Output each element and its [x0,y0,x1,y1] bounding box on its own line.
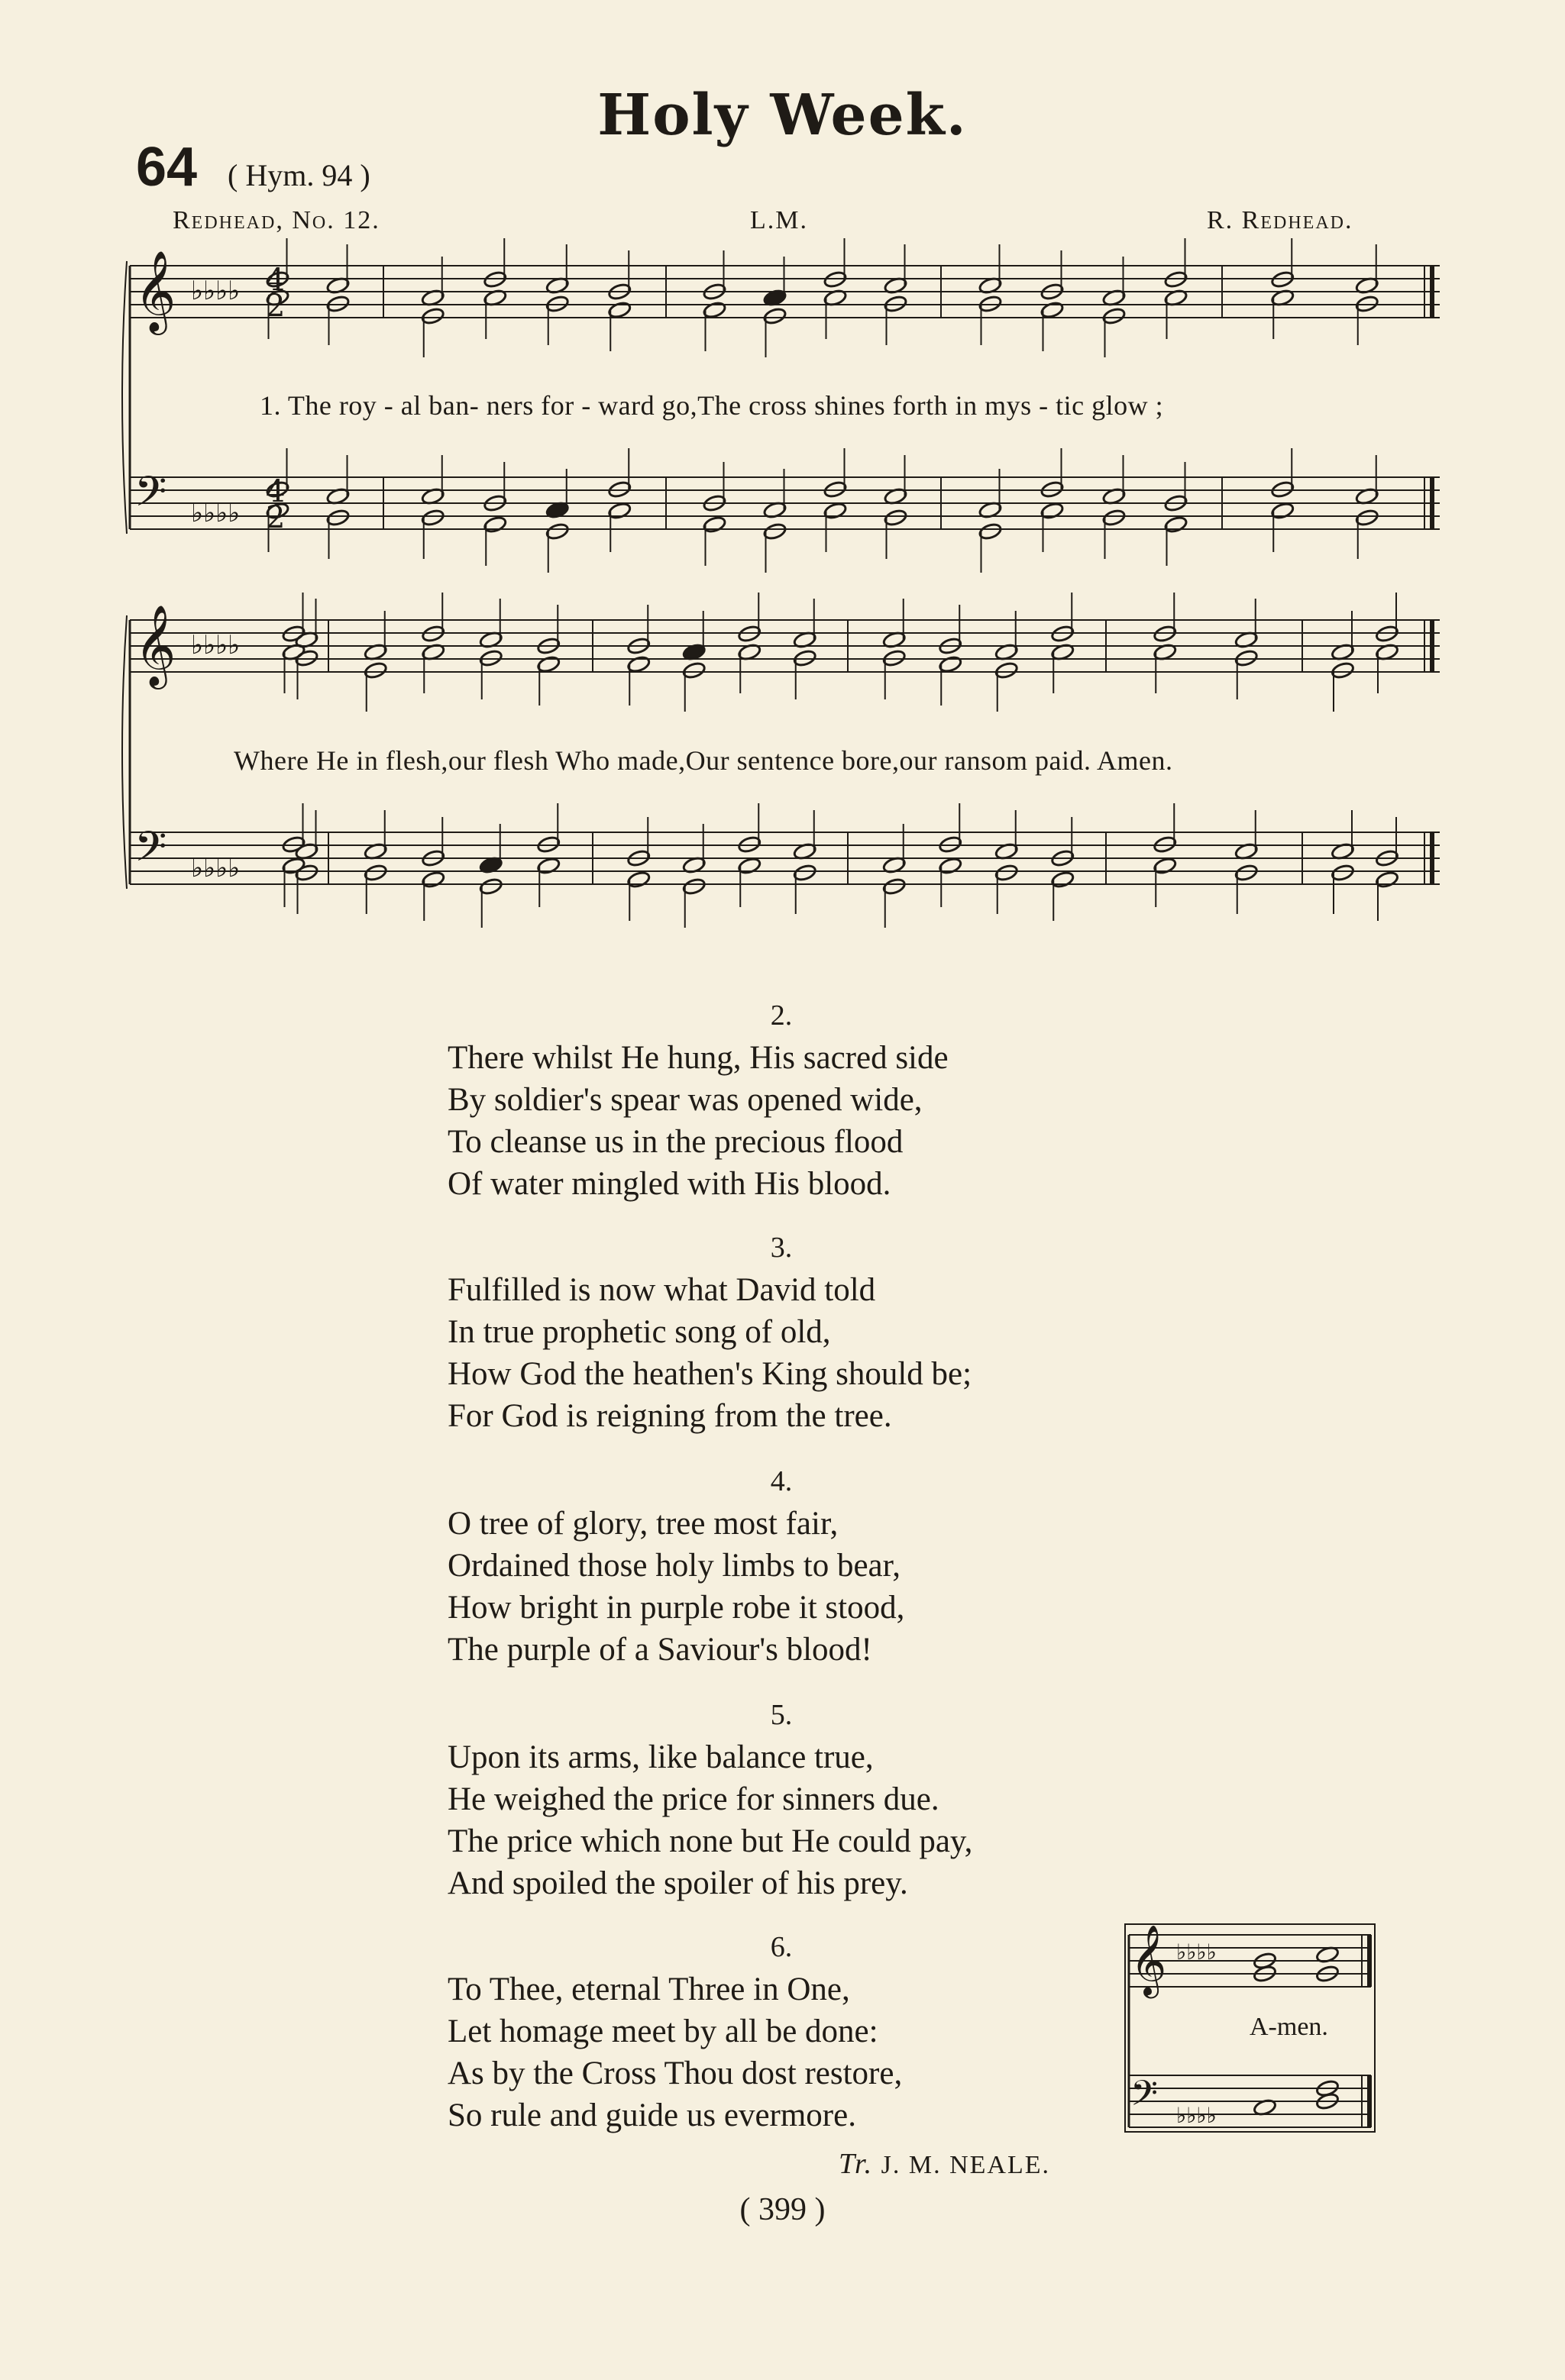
translator-name: J. M. NEALE. [881,2151,1051,2179]
key-signature-icon: ♭♭♭♭ [1176,1939,1217,1965]
composer: R. Redhead. [1207,206,1353,234]
verse-line: Of water mingled with His blood. [448,1166,891,1202]
verse-5 [448,1736,972,1904]
time-signature-bottom: 2 [266,500,286,535]
verse-line: By soldier's spear was opened wide, [448,1082,923,1118]
verse-line: For God is reigning from the tree. [448,1398,892,1434]
verse-line: So rule and guide us evermore. [448,2097,856,2133]
verse-line: There whilst He hung, His sacred side [448,1040,949,1076]
verse-number: 2. [770,999,793,1032]
verse-line: To Thee, eternal Three in One, [448,1971,850,2007]
hymn-reference: ( Hym. 94 ) [228,158,370,192]
treble-clef-icon: 𝄞 [134,250,176,331]
verse-4 [448,1503,904,1671]
bass-clef-icon: 𝄢 [134,467,167,526]
verse-line: Fulfilled is now what David told [448,1272,876,1308]
system-brace [122,615,127,889]
verse-line: How bright in purple robe it stood, [448,1590,905,1626]
key-signature-icon: ♭♭♭♭ [191,498,241,528]
translator-credit [839,2147,1050,2181]
verse-number: 5. [770,1699,793,1731]
lyric-line-1: 1. The roy - al ban- ners for - ward go,The cross shines forth in mys - tic glow ; [260,390,1164,421]
meter: L.M. [750,206,808,234]
tune-name: Redhead, No. 12. [173,206,380,234]
key-signature-icon: ♭♭♭♭ [1176,2103,1217,2128]
verse-line: And spoiled the spoiler of his prey. [448,1865,908,1901]
verse-number: 3. [770,1232,793,1264]
verse-2 [448,1037,949,1205]
bass-clef-icon: 𝄢 [1130,2073,1159,2123]
verse-line: To cleanse us in the precious flood [448,1124,904,1160]
verse-6 [448,1968,902,2136]
verse-line: Upon its arms, like balance true, [448,1739,874,1775]
verse-line: The price which none but He could pay, [448,1823,973,1859]
verse-number: 6. [770,1931,793,1963]
verse-line: Ordained those holy limbs to bear, [448,1548,901,1584]
verse-line: As by the Cross Thou dost restore, [448,2055,903,2091]
verse-line: He weighed the price for sinners due. [448,1781,939,1817]
page-number: ( 399 ) [739,2192,826,2227]
treble-clef-icon: 𝄞 [134,604,176,686]
bass-clef-icon: 𝄢 [134,822,167,881]
key-signature-icon: ♭♭♭♭ [191,276,241,306]
key-signature-icon: ♭♭♭♭ [191,630,241,660]
verse-line: Let homage meet by all be done: [448,2013,878,2049]
time-signature-top: 4 [266,263,286,298]
system-brace [122,261,127,534]
section-title: Holy Week. [597,82,968,148]
verse-line: O tree of glory, tree most fair, [448,1506,839,1542]
verse-3 [448,1269,972,1437]
verse-line: The purple of a Saviour's blood! [448,1632,872,1668]
time-signature-top: 4 [266,474,286,509]
key-signature-icon: ♭♭♭♭ [191,853,241,883]
treble-clef-icon: 𝄞 [1130,1924,1167,1995]
translator-prefix: Tr. [839,2148,874,2180]
amen-label: A-men. [1250,2013,1328,2041]
time-signature-bottom: 2 [266,289,286,324]
verse-line: In true prophetic song of old, [448,1314,831,1350]
hymn-number: 64 [136,137,198,198]
lyric-line-2: Where He in flesh,our flesh Who made,Our sentence bore,our ransom paid. Amen. [234,745,1173,776]
verse-line: How God the heathen's King should be; [448,1356,972,1392]
verse-number: 4. [770,1465,793,1497]
